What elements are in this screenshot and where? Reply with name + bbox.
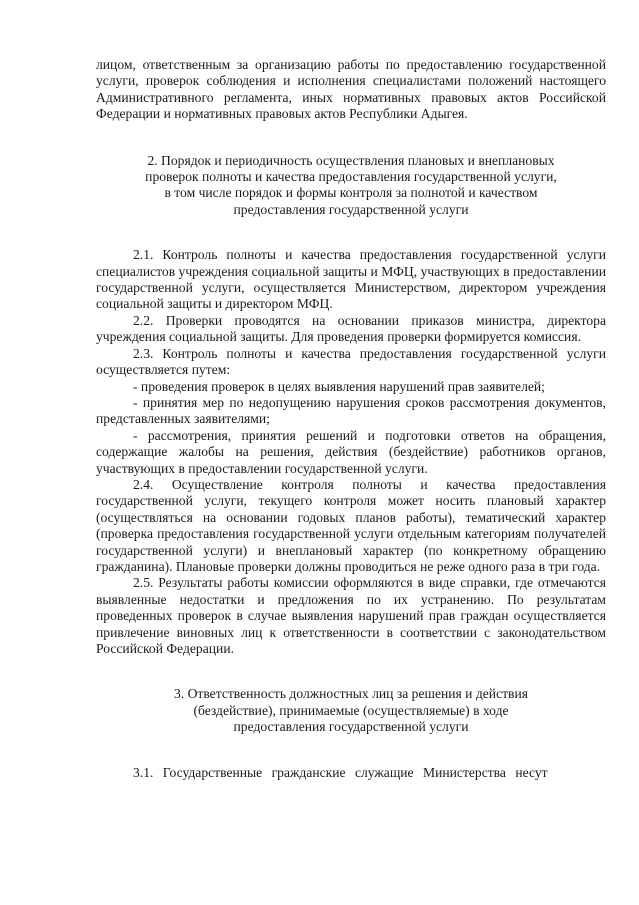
paragraph-2-2: 2.2. Проверки проводятся на основании приказов министра, директора учреждения социальной защиты. Для проведения проверки формируется комиссия. bbox=[96, 312, 606, 345]
list-item-2-3-b: - принятия мер по недопущению нарушения сроков рассмотрения документов, представленных заявителями; bbox=[96, 394, 606, 427]
section-2-heading-line: предоставления государственной услуги bbox=[233, 201, 469, 217]
section-2-heading bbox=[96, 153, 606, 219]
section-2-heading-line: проверок полноты и качества предоставления государственной услуги, bbox=[145, 169, 557, 185]
section-3-heading-line: (бездействие), принимаемые (осуществляемые) в ходе bbox=[193, 702, 509, 718]
list-item-2-3-a: - проведения проверок в целях выявления нарушений прав заявителей; bbox=[133, 378, 545, 394]
section-3-heading bbox=[96, 686, 606, 735]
paragraph-2-3: 2.3. Контроль полноты и качества предоставления государственной услуги осуществляется путем: bbox=[96, 345, 606, 378]
paragraph-2-1: 2.1. Контроль полноты и качества предоставления государственной услуги специалистов учреждения социальной защиты и МФЦ, участвующих в предоставлении государственной услуги, осуществляется Министерством, директором учреждения социальной защиты и директором МФЦ. bbox=[96, 247, 606, 312]
section-2-heading-line: в том числе порядок и формы контроля за полнотой и качеством bbox=[164, 185, 538, 201]
intro-paragraph: лицом, ответственным за организацию работы по предоставлению государственной услуги, проверок соблюдения и исполнения специалистами положений настоящего Административного регламента, иных нормативных правовых актов Российской Федерации и нормативных правовых актов Республики Адыгея. bbox=[96, 57, 606, 122]
section-3-heading-line: 3. Ответственность должностных лиц за решения и действия bbox=[173, 686, 528, 702]
paragraph-2-5: 2.5. Результаты работы комиссии оформляются в виде справки, где отмечаются выявленные недостатки и предложения по их устранению. По результатам проведенных проверок в случае выявления нарушений прав граждан осуществляется привлечение виновных лиц к ответственности в соответствии с законодательством Российской Федерации. bbox=[96, 575, 606, 656]
list-item-2-3-c: - рассмотрения, принятия решений и подготовки ответов на обращения, содержащие жалобы на решения, действия (бездействие) работников органов, участвующих в предоставлении государственной услуги. bbox=[96, 427, 606, 476]
paragraph-2-4: 2.4. Осуществление контроля полноты и качества предоставления государственной услуги, текущего контроля может носить плановый характер (осуществляться на основании годовых планов работы), тематический характер (проверка предоставления государственной услуги отдельным категориям получателей государственной услуги) и внеплановый характер (по конкретному обращению гражданина). Плановые проверки должны проводиться не реже одного раза в три года. bbox=[96, 476, 606, 574]
section-2-heading-line: 2. Порядок и периодичность осуществления плановых и внеплановых bbox=[147, 152, 555, 168]
section-3-heading-line: предоставления государственной услуги bbox=[233, 719, 469, 735]
paragraph-3-1: 3.1. Государственные гражданские служащие Министерства несут bbox=[133, 764, 548, 780]
